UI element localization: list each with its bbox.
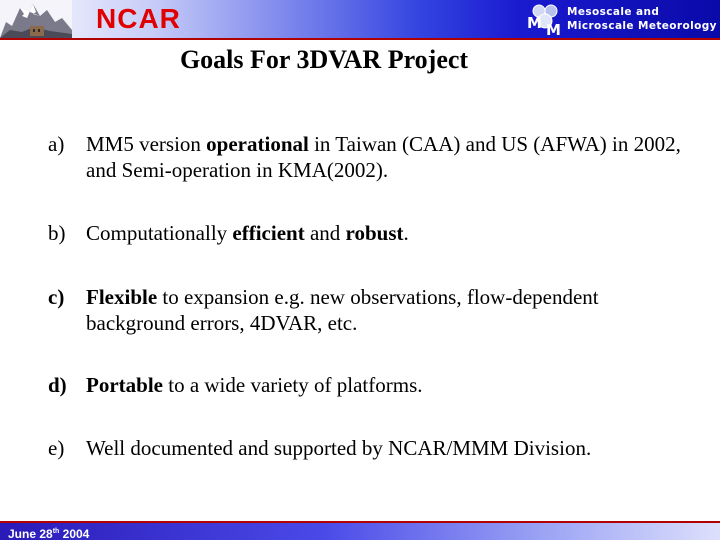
footer-bar xyxy=(0,521,720,540)
goal-item-b xyxy=(48,220,688,246)
division-name xyxy=(567,5,717,33)
footer-date xyxy=(8,524,89,542)
goal-text-run: Computationally xyxy=(86,221,233,245)
mountain-logo-icon xyxy=(0,0,72,38)
mmm-logo-icon xyxy=(526,2,564,37)
org-name: NCAR xyxy=(96,3,181,34)
division-line-1: Mesoscale and xyxy=(567,6,660,18)
division-line-2: Microscale Meteorology xyxy=(567,20,717,32)
goal-marker: a) xyxy=(48,132,65,156)
goal-text-run: to expansion e.g. new observations, flow-dependent background errors, 4DVAR, etc. xyxy=(86,285,599,335)
goal-text-run: MM5 version xyxy=(86,132,207,156)
date-suffix: th xyxy=(52,528,60,535)
goal-text-run: to a wide variety of platforms. xyxy=(162,373,423,397)
goal-item-e xyxy=(48,435,688,461)
goal-text-run: . xyxy=(403,221,409,245)
goal-emphasis: operational xyxy=(206,132,309,156)
date-year: 2004 xyxy=(59,527,90,541)
date-month-day: June 28 xyxy=(8,527,53,541)
slide-title: Goals For 3DVAR Project xyxy=(179,45,469,74)
goal-marker: e) xyxy=(48,436,65,460)
svg-text:M: M xyxy=(527,14,542,32)
goal-text xyxy=(86,284,688,336)
header-banner xyxy=(0,0,720,40)
goal-emphasis: robust xyxy=(345,221,404,245)
goal-emphasis: Portable xyxy=(86,373,163,397)
goal-emphasis: efficient xyxy=(232,221,305,245)
goal-marker: d) xyxy=(48,373,67,397)
svg-text:M: M xyxy=(546,21,561,37)
goal-emphasis: Flexible xyxy=(86,285,158,309)
goal-marker: b) xyxy=(48,221,66,245)
goal-text-run: Well documented and supported by NCAR/MMM Division. xyxy=(86,436,592,460)
goal-item-a xyxy=(48,131,688,183)
goal-text xyxy=(86,372,688,398)
goal-text-run: and xyxy=(304,221,346,245)
goal-marker: c) xyxy=(48,285,65,309)
goal-text-run: in Taiwan (CAA) and US (AFWA) in 2002, and Semi-operation in KMA(2002). xyxy=(86,132,681,182)
goal-text xyxy=(86,435,688,461)
goal-item-d xyxy=(48,372,688,398)
goal-text xyxy=(86,131,688,183)
goal-item-c xyxy=(48,284,688,336)
goal-text xyxy=(86,220,688,246)
